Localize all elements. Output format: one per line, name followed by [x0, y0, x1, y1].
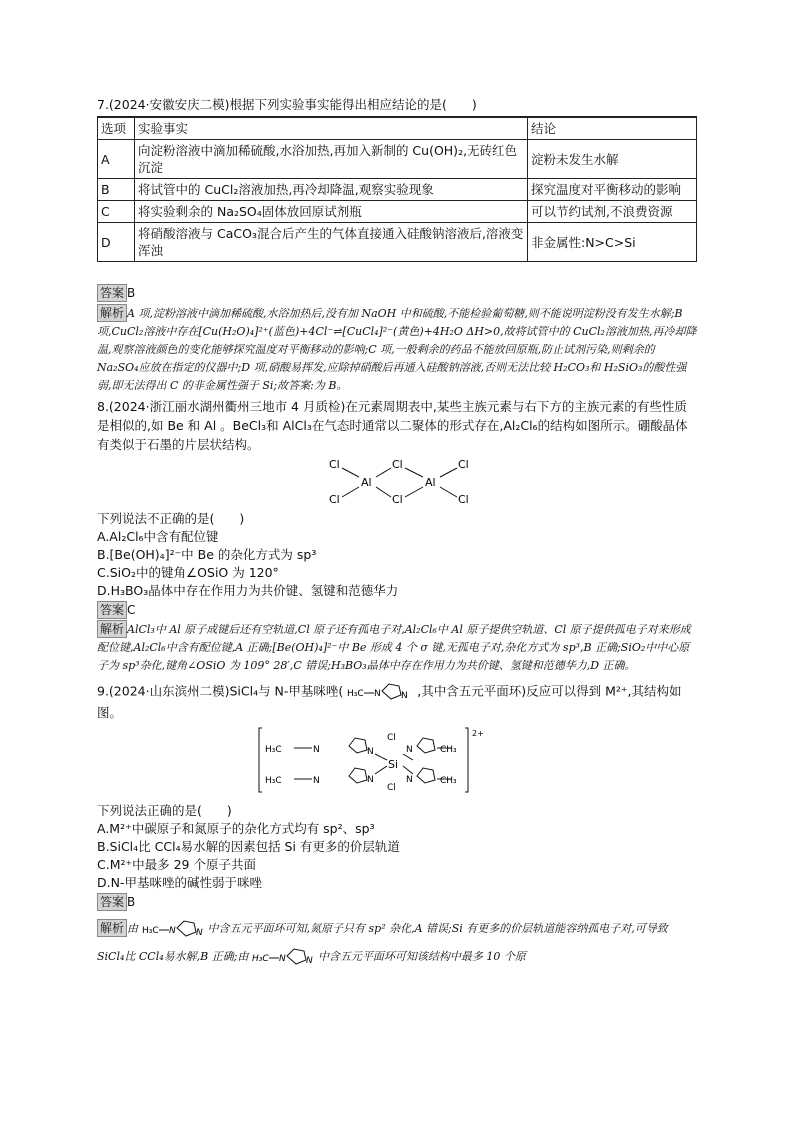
n-methylimidazole-icon	[347, 681, 413, 703]
atom-label: Cl	[392, 458, 403, 471]
option-b: B.[Be(OH)₄]²⁻中 Be 的杂化方式为 sp³	[97, 547, 317, 562]
analysis-tag: 解析	[97, 919, 127, 937]
q8-prompt: 下列说法不正确的是( )	[97, 511, 245, 526]
atom-label: H₃C	[141, 926, 159, 936]
analysis-tag: 解析	[97, 304, 127, 322]
analysis-text: AlCl₃中 Al 原子成键后还有空轨道,Cl 原子还有孤电子对,Al₂Cl₆中 Al 原子提供空轨道、Cl 原子提供孤电子对来形成配位键,Al₂Cl₆中含有配位键,A 正确;[Be(OH)₄]²⁻中 Be 形成 4 个 σ 键,无孤电子对,杂化方式为 sp³,B 正确;SiO₂中中心原子为 sp³杂化,键角∠OSiO 为 109° 28′,C 错误;H₃BO₃晶体中存在作用力为共价键、氢键和范德华力,D 正确。	[97, 623, 691, 672]
conclusion-cell: 可以节约试剂,不浪费资源	[528, 201, 697, 223]
option-cell: D	[98, 223, 135, 262]
table-row	[98, 179, 697, 201]
q7-table	[97, 116, 697, 262]
conclusion-cell: 探究温度对平衡移动的影响	[528, 179, 697, 201]
atom-label: N	[406, 775, 413, 785]
option-cell: B	[98, 179, 135, 201]
table-row	[98, 223, 697, 262]
atom-label: N	[367, 775, 374, 785]
atom-label: H₃C	[347, 689, 364, 699]
atom-label: Si	[388, 758, 399, 771]
q7-answer	[97, 284, 697, 302]
atom-label: Cl	[458, 458, 469, 471]
m2-complex-structure	[97, 724, 697, 796]
analysis-text: A 项,淀粉溶液中滴加稀硫酸,水浴加热后,没有加 NaOH 中和硫酸,不能检验葡萄糖,则不能说明淀粉没有发生水解;B 项,CuCl₂溶液中存在[Cu(H₂O)₄]²⁺(蓝色)+4Cl⁻⇌[CuCl₄]²⁻(黄色)+4H₂O ΔH>0,故将试管中的 CuCl₂溶液加热,再冷却降温,观察溶液颜色的变化能够探究温度对平衡移动的影响;C 项,一般剩余的药品不能放回原瓶,防止试剂污染,则剩余的 Na₂SO₄应放在指定的仪器中;D 项,硝酸易挥发,应除掉硝酸后再通入硅酸钠溶液,否则无法比较 H₂CO₃和 H₂SiO₃的酸性强弱,即无法得出 C 的非金属性强于 Si;故答案:为 B。	[97, 307, 697, 392]
atom-label: Cl	[458, 493, 469, 506]
option-cell: C	[98, 201, 135, 223]
answer-tag: 答案	[97, 284, 127, 302]
conclusion-cell: 非金属性:N>C>Si	[528, 223, 697, 262]
q7-analysis	[97, 304, 697, 395]
fact-cell: 向淀粉溶液中滴加稀硫酸,水浴加热,再加入新制的 Cu(OH)₂,无砖红色沉淀	[135, 140, 528, 179]
n-methylimidazole-icon	[252, 946, 318, 968]
atom-label: H₃C	[265, 745, 282, 755]
table-row	[98, 140, 697, 179]
atom-label: Cl	[329, 493, 340, 506]
atom-label: N	[278, 954, 286, 964]
atom-label: Cl	[387, 733, 396, 743]
atom-label: N	[313, 776, 320, 786]
q9-stem	[97, 681, 697, 722]
q7-stem: 7.(2024·安徽安庆二模)根据下列实验事实能得出相应结论的是( )	[97, 97, 477, 112]
atom-label: N	[401, 691, 409, 701]
q8-stem: 8.(2024·浙江丽水湖州衢州三地市 4 月质检)在元素周期表中,某些主族元素与右下方的主族元素的有些性质是相似的,如 Be 和 Al 。BeCl₃和 AlCl₃在气态时通常以二聚体的形式存在,Al₂Cl₆的结构如图所示。硼酸晶体有类似于石墨的片层状结构。	[97, 399, 688, 452]
atom-label: N	[367, 747, 374, 757]
atom-label: CH₃	[440, 776, 457, 786]
fact-cell: 将试管中的 CuCl₂溶液加热,再冷却降温,观察实验现象	[135, 179, 528, 201]
table-row	[98, 201, 697, 223]
answer-value: B	[127, 286, 136, 300]
analysis-text: 中含五元平面环可知,氮原子只有 sp² 杂化,A 错误;Si 有更多的价层轨道能容纳孤电子对,可导致 SiCl₄比 CCl₄易水解,B 正确;由	[97, 922, 668, 963]
q8-analysis	[97, 620, 697, 675]
analysis-tag: 解析	[97, 620, 127, 638]
atom-label: Al	[425, 476, 436, 489]
atom-label: CH₃	[440, 745, 457, 755]
q9-prompt: 下列说法正确的是( )	[97, 803, 232, 818]
atom-label: Cl	[387, 783, 396, 793]
answer-value: C	[127, 603, 136, 617]
option-b: B.SiCl₄比 CCl₄易水解的因素包括 Si 有更多的价层轨道	[97, 839, 400, 854]
option-a: A.M²⁺中碳原子和氮原子的杂化方式均有 sp²、sp³	[97, 821, 375, 836]
atom-label: N	[168, 926, 176, 936]
fact-cell: 将硝酸溶液与 CaCO₃混合后产生的气体直接通入硅酸钠溶液后,溶液变浑浊	[135, 223, 528, 262]
option-cell: A	[98, 140, 135, 179]
atom-label: N	[195, 928, 203, 938]
atom-label: N	[305, 956, 313, 966]
table-header-cell: 选项	[98, 117, 135, 140]
answer-tag: 答案	[97, 893, 127, 911]
option-d: D.H₃BO₃晶体中存在作用力为共价键、氢键和范德华力	[97, 583, 399, 598]
answer-value: B	[127, 895, 136, 909]
q9-answer	[97, 893, 697, 911]
option-a: A.Al₂Cl₆中含有配位键	[97, 529, 219, 544]
atom-label: Cl	[329, 458, 340, 471]
atom-label: N	[406, 745, 413, 755]
fact-cell: 将实验剩余的 Na₂SO₄固体放回原试剂瓶	[135, 201, 528, 223]
answer-tag: 答案	[97, 601, 127, 619]
option-c: C.M²⁺中最多 29 个原子共面	[97, 857, 256, 872]
q8-answer	[97, 601, 697, 619]
table-header-cell: 结论	[528, 117, 697, 140]
option-d: D.N-甲基咪唑的碱性弱于咪唑	[97, 875, 262, 890]
atom-label: N	[313, 745, 320, 755]
atom-label: Al	[361, 476, 372, 489]
option-c: C.SiO₂中的键角∠OSiO 为 120°	[97, 565, 279, 580]
conclusion-cell: 淀粉未发生水解	[528, 140, 697, 179]
page	[97, 95, 697, 971]
charge-label: 2+	[472, 729, 484, 738]
atom-label: H₃C	[251, 954, 269, 964]
atom-label: N	[374, 689, 382, 699]
n-methylimidazole-icon	[142, 918, 208, 940]
analysis-text: 由	[127, 922, 139, 935]
q9-analysis	[97, 915, 697, 971]
atom-label: H₃C	[265, 776, 282, 786]
atom-label: Cl	[392, 493, 403, 506]
analysis-text: 中含五元平面环可知该结构中最多 10 个原	[317, 950, 526, 963]
table-header-row	[98, 117, 697, 140]
table-header-cell: 实验事实	[135, 117, 528, 140]
q9-stem-a: 9.(2024·山东滨州二模)SiCl₄与 N-甲基咪唑(	[97, 683, 344, 699]
al2cl6-structure	[97, 454, 697, 510]
q9-stem-b: ,其中含五元平面环)反应可以得到 M²⁺,其结构如图。	[97, 683, 682, 720]
